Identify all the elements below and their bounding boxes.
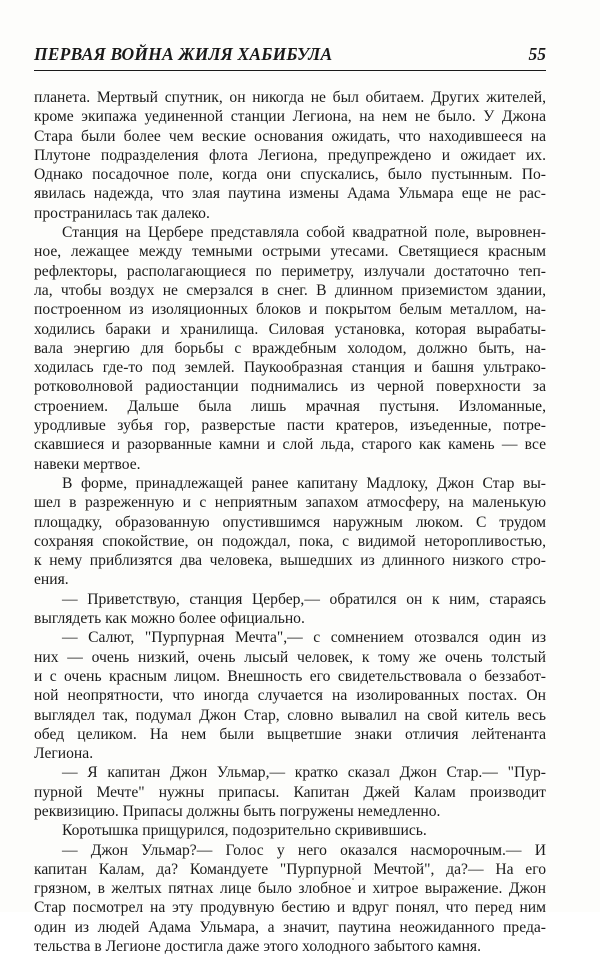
header-rule [34,70,546,71]
text-line: ное, лежащее между темными острыми утесами. Светящиеся красным [34,243,546,261]
text-line: навеки мертвое. [34,455,141,473]
text-line: вала энергию для борьбы с враждебным холодом, должно быть, на- [34,339,546,357]
text-line: строением. Дальше была лишь мрачная пустыня. Изломанные, [34,397,546,415]
text-line: выглядеть как можно более официально. [34,610,305,628]
text-line: кроме экипажа уединенной станции Легиона, на нем не было. У Джона [34,108,546,126]
text-line: явилась надежда, что злая паутина измены Адама Ульмара еще не рас- [34,185,546,203]
text-line: построенном из изоляционных блоков и покрытом белым металлом, на- [34,301,546,319]
paragraph [34,841,546,956]
text-line: планета. Мертвый спутник, он никогда не был обитаем. Других жителей, [34,89,546,106]
text-line: ения. [34,571,69,589]
paragraph [34,763,546,821]
text-line: Стар посмотрел на эту продувную бестию и вдруг понял, что перед ним [34,899,546,917]
paragraph [34,628,546,763]
text-line: Станция на Цербере представляла собой квадратной поле, выровнен- [62,224,546,242]
print-speck [352,878,354,880]
text-line: ходились бараки и хранилища. Силовая установка, которая вырабаты- [34,320,546,338]
text-line: выглядел так, подумал Джон Стар, словно вывалил на свой китель весь [34,706,546,724]
text-line: обед целиком. На нем были выцветшие знаки отличия лейтенанта [34,725,546,743]
text-line: сохраняя спокойствие, он подождал, пока, с видимой неторопливостью, [34,532,546,550]
text-line: ротковолновой радиостанции поднимались из черной поверхности за [34,378,546,396]
paragraph [34,88,546,223]
text-line: — Салют, "Пурпурная Мечта",— с сомнением отозвался один из [62,629,546,647]
text-line: капитан Калам, да? Командуете "Пурпурной Мечтой", да?— На его [34,860,546,878]
text-line: — Я капитан Джон Ульмар,— кратко сказал Джон Стар.— "Пур- [62,764,546,782]
text-line: тельства в Легионе достигла даже этого холодного забытого камня. [34,938,481,956]
text-line: один из людей Адама Ульмара, а значит, паутина неожиданного преда- [34,918,546,936]
text-line: В форме, принадлежащей ранее капитану Мадлоку, Джон Стар вы- [62,474,546,492]
text-line: реквизицию. Припасы должны быть погружены немедленно. [34,802,441,820]
body-text [34,88,546,956]
text-line: ной неопрятности, что иногда случается на изолированных постах. Он [34,687,546,705]
paragraph [34,223,546,474]
text-line: и с очень красным лицом. Внешность его свидетельствовала о беззабот- [34,667,546,685]
page-number: 55 [528,44,546,64]
text-line: — Приветствую, станция Цербер,— обратился он к ним, стараясь [62,590,546,608]
text-line: пурной Мечте" нужны припасы. Капитан Джей Калам производит [34,783,546,801]
text-line: Легиона. [34,745,94,763]
text-line: ходилась где-то под землей. Паукообразная станция и башня ультрако- [34,359,546,377]
text-line: них — очень низкий, очень лысый человек, к тому же очень толстый [34,648,546,666]
text-line: Плутоне подразделения флота Легиона, предупреждено и ожидает их. [34,146,546,164]
text-line: Однако посадочное поле, когда они спускались, было пустынным. По- [34,166,546,184]
paragraph [34,590,546,629]
running-title: ПЕРВАЯ ВОЙНА ЖИЛЯ ХАБИБУЛА [34,44,333,64]
text-line: Коротышка прищурился, подозрительно скривившись. [62,822,427,840]
paragraph [34,821,546,840]
text-line: к нему приблизятся два человека, вышедших из длинного низкого стро- [34,552,546,570]
text-line: уродливые зубья гор, разверстые пасти кратеров, изъеденные, потре- [34,417,546,435]
text-line: рефлекторы, располагающиеся по периметру, излучали достаточно теп- [34,262,546,280]
paragraph [34,474,546,590]
text-line: ла, чтобы воздух не смерзался в снег. В длинном приземистом здании, [34,281,546,299]
text-line: грязном, в желтых пятнах лице было злобное и хитрое выражение. Джон [34,880,546,898]
text-line: пространилась так далеко. [34,204,210,222]
text-line: — Джон Ульмар?— Голос у него оказался насморочным.— И [62,841,546,859]
text-line: скавшиеся и разорванные камни и слой льда, старого как камень — все [34,436,546,454]
running-header [34,44,546,68]
text-line: площадку, образованную опустившимся наружным люком. С трудом [34,513,546,531]
text-line: Стара были более чем веские основания ожидать, что находившееся на [34,127,546,145]
text-line: шел в разреженную и с неприятным запахом атмосферу, на маленькую [34,494,546,512]
